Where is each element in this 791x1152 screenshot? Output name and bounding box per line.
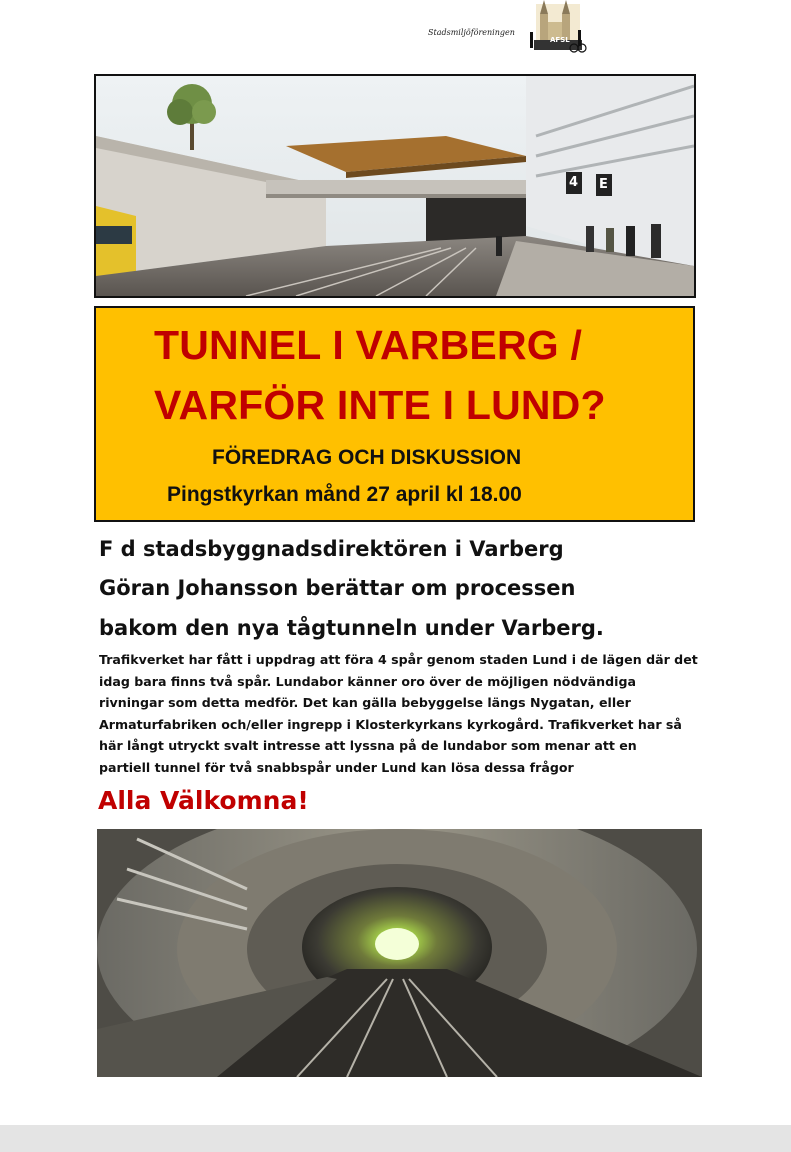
lead-line-1: F d stadsbyggnadsdirektören i Varberg: [99, 537, 564, 561]
lead-line-3: bakom den nya tågtunneln under Varberg.: [99, 616, 604, 640]
footer-bar: [0, 1125, 791, 1152]
station-rendering-image: [94, 74, 696, 298]
platform-sign-e: E: [599, 177, 608, 192]
tunnel-image: [97, 829, 702, 1077]
banner-title-line-2: VARFÖR INTE I LUND?: [154, 382, 606, 428]
body-paragraph: [99, 649, 709, 778]
body-line-2: idag bara finns två spår. Lundabor känner oro över de möjligen nödvändiga: [99, 673, 636, 689]
body-line-1: Trafikverket har fått i uppdrag att föra 4 spår genom staden Lund i de lägen där det: [99, 652, 698, 667]
lead-line-2: Göran Johansson berättar om processen: [99, 576, 576, 600]
body-line-5: här långt utryckt svalt intresse att lyssna på de lundabor som menar att en: [99, 738, 637, 753]
platform-sign-4: 4: [569, 175, 579, 190]
body-line-6: partiell tunnel för två snabbspår under Lund kan lösa dessa frågor: [99, 759, 574, 775]
body-line-4: Armaturfabriken och/eller ingrepp i Klosterkyrkans kyrkogård. Trafikverket har så: [99, 716, 682, 732]
event-details: Pingstkyrkan månd 27 april kl 18.00: [167, 483, 522, 506]
welcome-heading: Alla Välkomna!: [98, 786, 309, 815]
logo-text: Stadsmiljöföreningen: [428, 28, 515, 37]
banner-subtitle: FÖREDRAG OCH DISKUSSION: [212, 446, 522, 469]
event-banner: [94, 306, 695, 522]
association-logo: [428, 0, 588, 56]
cathedral-icon: [428, 0, 588, 56]
logo-mark: AFSL: [550, 36, 570, 44]
body-line-3: rivningar som detta medför. Det kan gälla bebyggelse längs Nygatan, eller: [99, 695, 631, 710]
banner-title-line-1: TUNNEL I VARBERG /: [154, 322, 583, 368]
